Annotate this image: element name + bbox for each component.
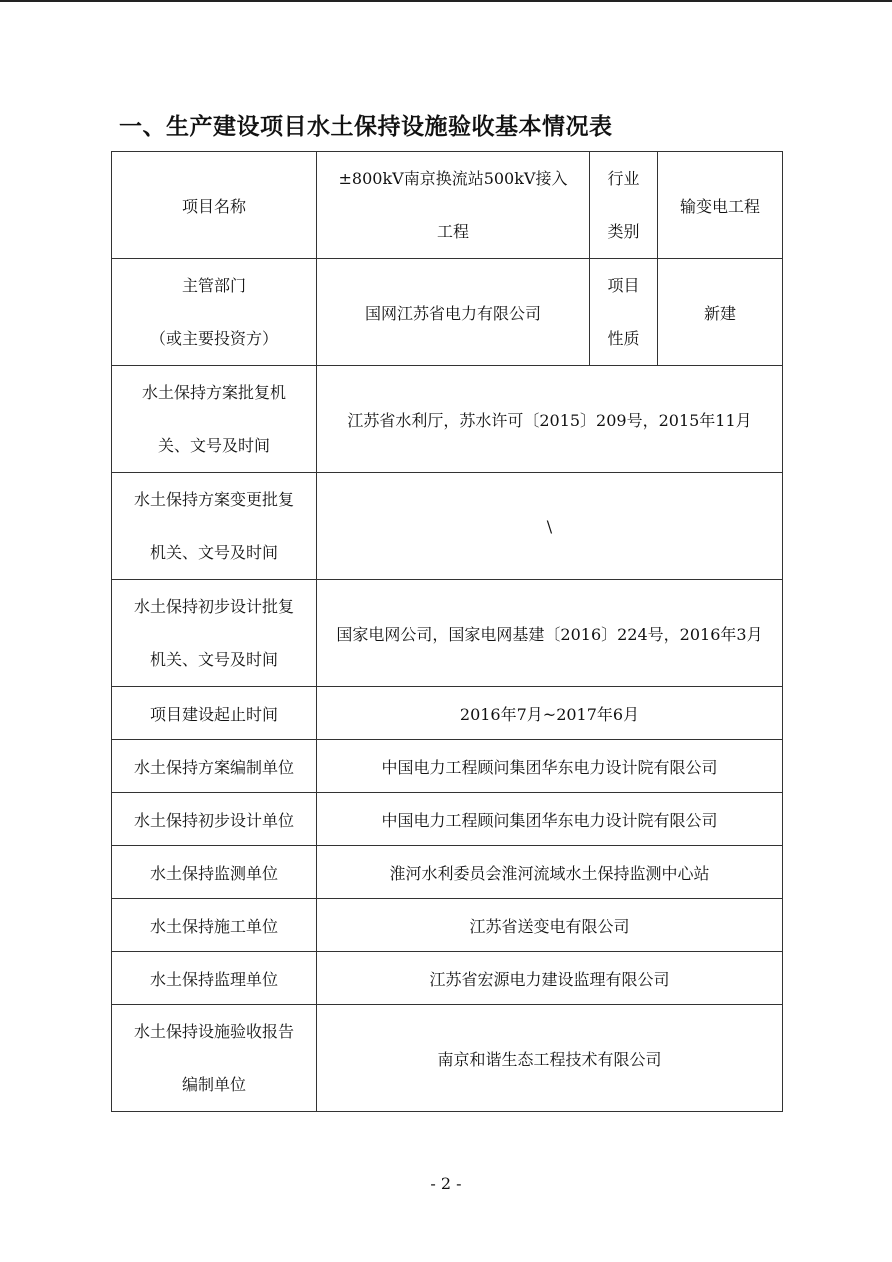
- value-supervisor: 江苏省宏源电力建设监理有限公司: [317, 952, 783, 1005]
- table-row-plan-change-approval: [112, 473, 783, 580]
- value-plan-approval: 江苏省水利厅，苏水许可〔2015〕209号，2015年11月: [317, 366, 783, 473]
- top-border-line: [0, 0, 892, 2]
- value-builder: 江苏省送变电有限公司: [317, 899, 783, 952]
- label-prelim-design-approval: 水土保持初步设计批复 机关、文号及时间: [112, 580, 317, 687]
- table-row-supervisor: [112, 952, 783, 1005]
- table-row-monitor: [112, 846, 783, 899]
- table-row-plan-approval: [112, 366, 783, 473]
- value-plan-change-approval: \: [317, 473, 783, 580]
- table-row-report-compiler: [112, 1005, 783, 1112]
- label-builder: 水土保持施工单位: [112, 899, 317, 952]
- value-monitor: 淮河水利委员会淮河流域水土保持监测中心站: [317, 846, 783, 899]
- value-plan-compiler: 中国电力工程顾问集团华东电力设计院有限公司: [317, 740, 783, 793]
- label-industry-category: 行业 类别: [590, 152, 658, 259]
- value-project-nature: 新建: [658, 259, 783, 366]
- label-project-name: 项目名称: [112, 152, 317, 259]
- page-title: 一、生产建设项目水土保持设施验收基本情况表: [119, 114, 613, 140]
- table-row-construction-period: [112, 687, 783, 740]
- table-row-prelim-design-approval: [112, 580, 783, 687]
- label-monitor: 水土保持监测单位: [112, 846, 317, 899]
- table-row-prelim-designer: [112, 793, 783, 846]
- label-plan-change-approval: 水土保持方案变更批复 机关、文号及时间: [112, 473, 317, 580]
- value-construction-period: 2016年7月~2017年6月: [317, 687, 783, 740]
- value-report-compiler: 南京和谐生态工程技术有限公司: [317, 1005, 783, 1112]
- table-row-project-name: [112, 152, 783, 259]
- value-industry-category: 输变电工程: [658, 152, 783, 259]
- value-authority: 国网江苏省电力有限公司: [317, 259, 590, 366]
- table-row-authority: [112, 259, 783, 366]
- value-prelim-design-approval: 国家电网公司，国家电网基建〔2016〕224号，2016年3月: [317, 580, 783, 687]
- label-authority: 主管部门 （或主要投资方）: [112, 259, 317, 366]
- value-project-name: ±800kV南京换流站500kV接入 工程: [317, 152, 590, 259]
- label-report-compiler: 水土保持设施验收报告 编制单位: [112, 1005, 317, 1112]
- label-project-nature: 项目 性质: [590, 259, 658, 366]
- label-supervisor: 水土保持监理单位: [112, 952, 317, 1005]
- label-prelim-designer: 水土保持初步设计单位: [112, 793, 317, 846]
- label-plan-compiler: 水土保持方案编制单位: [112, 740, 317, 793]
- table-row-plan-compiler: [112, 740, 783, 793]
- table-row-builder: [112, 899, 783, 952]
- value-prelim-designer: 中国电力工程顾问集团华东电力设计院有限公司: [317, 793, 783, 846]
- page-number: - 2 -: [430, 1174, 462, 1193]
- label-construction-period: 项目建设起止时间: [112, 687, 317, 740]
- label-plan-approval: 水土保持方案批复机 关、文号及时间: [112, 366, 317, 473]
- acceptance-info-table: [111, 151, 783, 1112]
